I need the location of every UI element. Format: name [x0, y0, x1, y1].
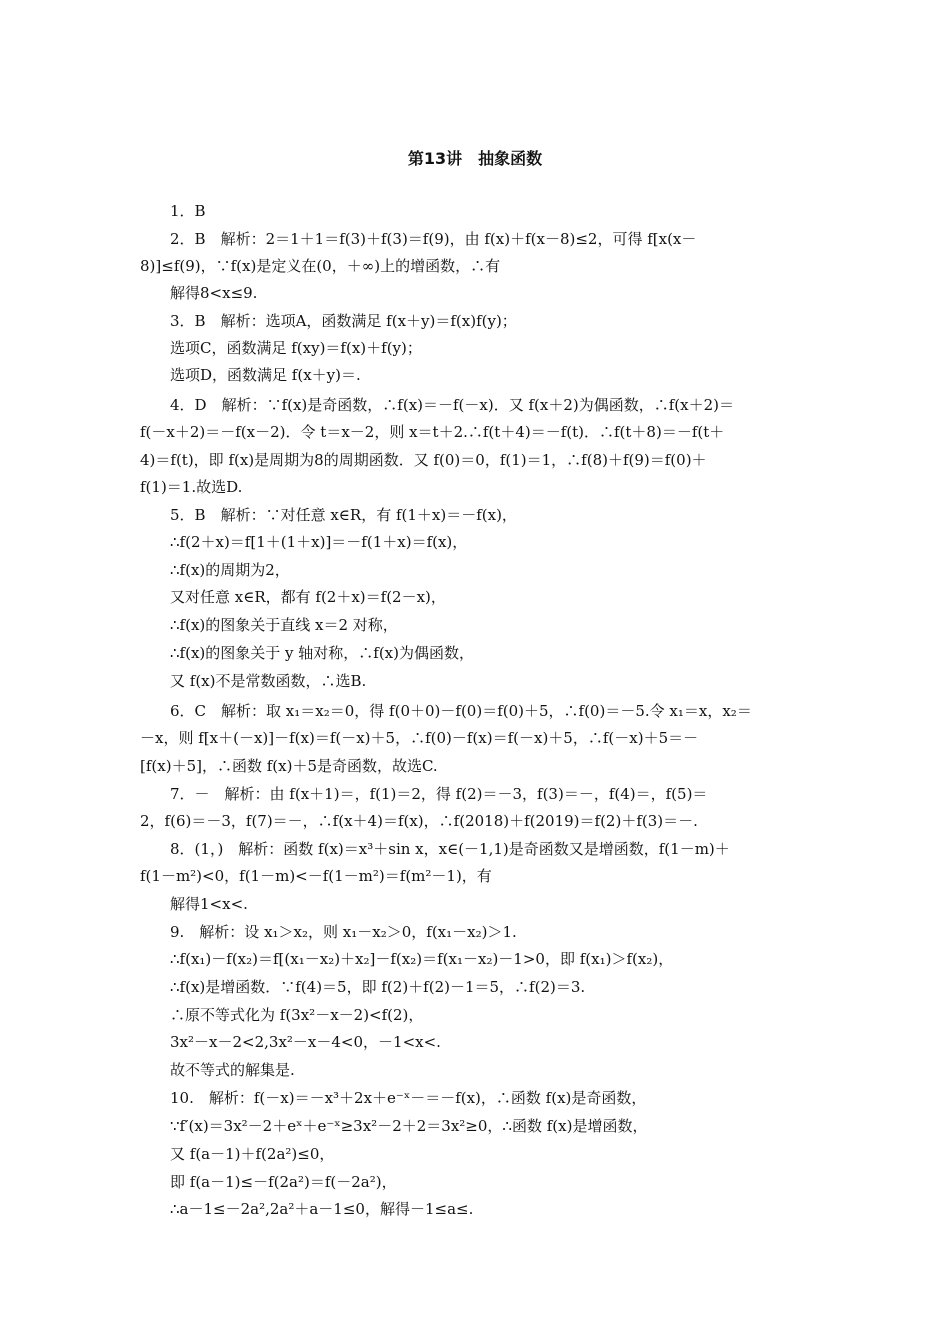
answer-line: 10. 解析：f(－x)＝－x³＋2x＋e⁻ˣ－＝－f(x)，∴函数 f(x)是奇函数，: [170, 1089, 647, 1107]
answer-line: f(－x＋2)＝－f(x－2)．令 t＝x－2，则 x＝t＋2.∴f(t＋4)＝－f(t)．∴f(t＋8)＝－f(t＋: [140, 423, 725, 441]
answer-line: －x，则 f[x＋(－x)]－f(x)＝f(－x)＋5，∴f(0)－f(x)＝f(－x)＋5，∴f(－x)＋5＝－: [140, 729, 699, 747]
answer-line: 又 f(a－1)＋f(2a²)≤0，: [170, 1145, 335, 1163]
answer-line: ∴f(x)的周期为2，: [170, 561, 290, 579]
answer-line: 6．C 解析：取 x₁＝x₂＝0，得 f(0＋0)－f(0)＝f(0)＋5，∴f(0)＝－5.令 x₁＝x，x₂＝: [170, 702, 752, 720]
page-title: 第13讲 抽象函数: [407, 149, 543, 168]
answer-line: [f(x)＋5]，∴函数 f(x)＋5是奇函数，故选C.: [140, 757, 438, 775]
answer-line: ∴f(x₁)－f(x₂)＝f[(x₁－x₂)＋x₂]－f(x₂)＝f(x₁－x₂)－1>0，即 f(x₁)＞f(x₂)，: [170, 950, 674, 968]
answer-line: 8)]≤f(9)，∵f(x)是定义在(0，＋∞)上的增函数，∴有: [140, 257, 501, 275]
answer-line: 解得1<x<.: [170, 895, 248, 913]
answer-line: 4)＝f(t)，即 f(x)是周期为8的周期函数．又 f(0)＝0，f(1)＝1，∴f(8)＋f(9)＝f(0)＋: [140, 451, 707, 469]
answer-line: ∵f′(x)＝3x²－2＋eˣ＋e⁻ˣ≥3x²－2＋2＝3x²≥0，∴函数 f(x)是增函数，: [170, 1117, 648, 1135]
answer-line: 8．(1，) 解析：函数 f(x)＝x³＋sin x，x∈(－1,1)是奇函数又是增函数，f(1－m)＋: [170, 840, 730, 858]
answer-line: ∴a－1≤－2a²,2a²＋a－1≤0，解得－1≤a≤.: [170, 1200, 474, 1218]
answer-line: 9. 解析：设 x₁＞x₂，则 x₁－x₂＞0，f(x₁－x₂)＞1.: [170, 923, 517, 941]
answer-line: 4．D 解析：∵f(x)是奇函数，∴f(x)＝－f(－x)．又 f(x＋2)为偶函数，∴f(x＋2)＝: [170, 396, 735, 414]
answer-line: ∴f(x)的图象关于直线 x＝2 对称，: [170, 616, 398, 634]
answer-line: 2，f(6)＝－3，f(7)＝－，∴f(x＋4)＝f(x)，∴f(2018)＋f(2019)＝f(2)＋f(3)＝－.: [140, 812, 698, 830]
answer-line: 选项C，函数满足 f(xy)＝f(x)＋f(y)；: [170, 339, 422, 357]
answer-line: 3x²－x－2<2,3x²－x－4<0，－1<x<.: [170, 1033, 441, 1051]
answer-line: 又 f(x)不是常数函数，∴选B.: [170, 672, 367, 690]
answer-line: 解得8<x≤9.: [170, 284, 258, 302]
answer-line: 7．－ 解析：由 f(x＋1)＝，f(1)＝2，得 f(2)＝－3，f(3)＝－，f(4)＝，f(5)＝: [170, 785, 708, 803]
answer-line: ∴f(x)是增函数．∵f(4)＝5，即 f(2)＋f(2)－1＝5，∴f(2)＝3.: [170, 978, 586, 996]
answer-line: 故不等式的解集是.: [170, 1061, 295, 1079]
answer-line: f(1－m²)<0，f(1－m)<－f(1－m²)＝f(m²－1)，有: [140, 867, 492, 885]
answer-line: ∴原不等式化为 f(3x²－x－2)<f(2)，: [170, 1006, 424, 1024]
answer-line: 选项D，函数满足 f(x＋y)＝.: [170, 366, 361, 384]
answer-line: 3．B 解析：选项A，函数满足 f(x＋y)＝f(x)f(y)；: [170, 312, 517, 330]
answer-line: 又对任意 x∈R，都有 f(2＋x)＝f(2－x)，: [170, 588, 446, 606]
answer-line: 5．B 解析：∵对任意 x∈R，有 f(1＋x)＝－f(x)，: [170, 506, 517, 524]
answer-line: 2．B 解析：2＝1＋1＝f(3)＋f(3)＝f(9)，由 f(x)＋f(x－8)≤2，可得 f[x(x－: [170, 230, 697, 248]
answer-line: ∴f(2＋x)＝f[1＋(1＋x)]＝－f(1＋x)＝f(x)，: [170, 533, 468, 551]
answer-line: 即 f(a－1)≤－f(2a²)＝f(－2a²)，: [170, 1173, 397, 1191]
answer-line: f(1)＝1.故选D.: [140, 478, 243, 496]
answer-line: ∴f(x)的图象关于 y 轴对称，∴f(x)为偶函数，: [170, 644, 474, 662]
answer-line: 1．B: [170, 202, 206, 220]
